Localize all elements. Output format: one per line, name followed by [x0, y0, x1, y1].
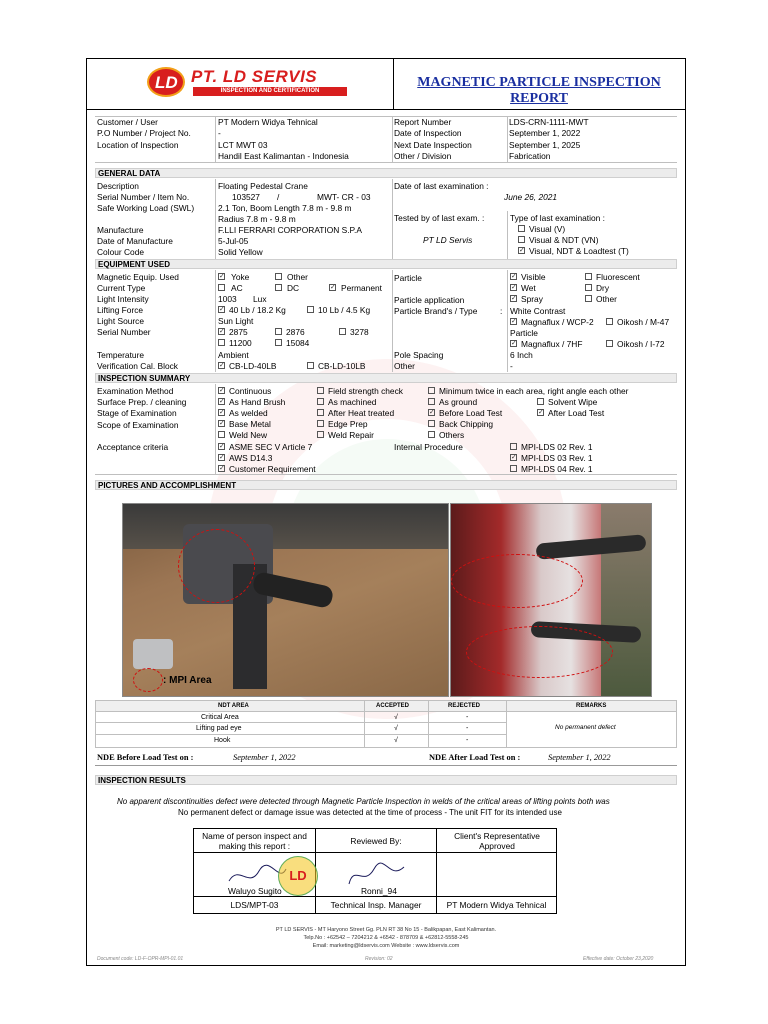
tested-by: PT LD Servis [423, 235, 473, 245]
last-exam-date: June 26, 2021 [504, 192, 558, 202]
serial-number: 103527 [232, 192, 260, 202]
photo-hook [450, 503, 652, 697]
inspector-heading: Name of person inspect and making this report : [202, 831, 307, 851]
signature-table [193, 828, 557, 914]
section-inspection-summary: INSPECTION SUMMARY [95, 373, 677, 383]
manufacture: F.LLI FERRARI CORPORATION S.P.A [218, 225, 362, 235]
company-name: PT. LD SERVIS [191, 67, 318, 86]
colour-label: Colour Code [97, 247, 145, 257]
last-exam-label: Date of last examination : [394, 181, 489, 191]
division: Fabrication [509, 151, 551, 161]
col-accepted: ACCEPTED [376, 703, 410, 709]
mpi-area-marker-1 [178, 529, 255, 603]
col-ndt-area: NDT AREA [218, 703, 249, 709]
date-manufacture-label: Date of Manufacture [97, 236, 173, 246]
type-last-label: Type of last examination : [510, 213, 605, 223]
mpi-legend: : MPI Area [163, 675, 212, 686]
checkbox-7hf: ✓ [511, 340, 517, 347]
location-value-1: LCT MWT 03 [218, 140, 268, 150]
table-row: Critical Area [201, 714, 239, 721]
checkbox-15084 [275, 339, 282, 346]
checkbox-lf-40: ✓ [219, 306, 225, 313]
checkbox-spray: ✓ [511, 295, 517, 302]
customer-label: Customer / User [97, 117, 158, 127]
section-inspection-results: INSPECTION RESULTS [95, 775, 677, 785]
company-logo [147, 67, 397, 99]
table-row: Lifting pad eye [196, 725, 242, 732]
remarks: No permanent defect [555, 724, 616, 731]
inspection-date-label: Date of Inspection [394, 128, 462, 138]
company-stamp: LD [278, 856, 318, 896]
company-tagline: INSPECTION AND CERTIFICATION [193, 87, 347, 96]
next-date-label: Next Date Inspection [394, 140, 472, 150]
checkbox-fluorescent [585, 273, 592, 280]
checkbox-app-other [585, 295, 592, 302]
checkbox-wet: ✓ [511, 284, 517, 291]
table-row: Hook [214, 737, 231, 744]
swl-label: Safe Working Load (SWL) [97, 203, 195, 213]
checkbox-ac [218, 284, 225, 291]
footer-email: Email: marketing@ldservis.com Website : www.ldservis.com [312, 943, 460, 949]
nde-after-date: September 1, 2022 [548, 753, 611, 762]
checkbox-equip-other [275, 273, 282, 280]
nde-before-date: September 1, 2022 [233, 753, 296, 762]
checkbox-i72 [606, 340, 613, 347]
reviewer-name: Ronni_94 [361, 886, 397, 896]
date-manufacture: 5-Jul-05 [218, 236, 249, 246]
checkbox-visual [518, 225, 525, 232]
report-number: LDS-CRN-1111-MWT [509, 117, 589, 127]
client-name: PT Modern Widya Tehnical [446, 900, 547, 910]
light-intensity: 1003 [218, 294, 237, 304]
footer-phone: Telp.No : +62542 – 7204212 & +6542 - 878709 & +62812-5558-245 [303, 935, 469, 941]
division-label: Other / Division [394, 151, 452, 161]
checkbox-3278 [339, 328, 346, 335]
checkbox-visual-ndt [518, 236, 525, 243]
ndt-table: NDT AREA ACCEPTED REJECTED REMARKS Critical Area √ - Lifting pad eye √ - Hook √ - No permanent defect [95, 700, 677, 748]
inspector-id: LDS/MPT-03 [230, 900, 279, 910]
checkbox-dc [275, 284, 282, 291]
serial-label: Serial Number / Item No. [97, 192, 190, 202]
nde-before-label: NDE Before Load Test on : [97, 753, 194, 762]
reviewer-heading: Reviewed By: [350, 836, 402, 846]
checkbox-yoke: ✓ [219, 273, 225, 280]
light-source: Sun Light [218, 316, 254, 326]
logo-mark: LD [147, 67, 185, 97]
po-label: P.O Number / Project No. [97, 128, 191, 138]
pole-spacing: 6 Inch [510, 350, 533, 360]
temperature: Ambient [218, 350, 249, 360]
checkbox-visible: ✓ [511, 273, 517, 280]
col-remarks: REMARKS [576, 703, 607, 709]
report-page: LD PT. LD SERVIS INSPECTION AND CERTIFICATION MAGNETIC PARTICLE INSPECTION REPORT Customer / User PT Modern Widya Tehnical P.O Number / Project No. - Location of Inspection LCT MWT 03 Handil East Kalimantan - Indonesia Report Number LDS-CRN-1111-MWT Date of Inspection September 1, 2022 Next Date Inspection September 1, 2025 Other / Division Fabrication GENERAL DATA Description Floating Pedestal Crane Serial Number / Item No. 103527 / MWT- CR - 03 Safe Working Load (SWL) 2.1 Ton, Boom Length 7.8 m - 9.8 m Radius 7.8 m - 9.8 m Manufacture F.LLI FERRARI CORPORATION S.P.A Date of Manufacture 5-Jul-05 Colour Code Solid Yellow Date of last examination : June 26, 2021 Tested by of last exam. : PT LD Servis Type of last examination : Visual (V) Visual & NDT (VN) ✓ Visual, NDT & Loadtest (T) EQUIPMENT USED Magnetic Equip. Used ✓ Yoke Other Current Type AC DC ✓ Permanent Light Intensity 1003 Lux Lifting Force ✓ 40 Lb / 18.2 Kg 10 Lb / 4.5 Kg Light Source Sun Light Serial Number ✓ 2875 2876 3278 11200 15084 Temperature Ambient Verification Cal. Block ✓ CB-LD-40LB CB-LD-10LB Particle ✓ Visible Fluorescent ✓ Wet Dry Particle application ✓ Spray Other Particle Brand's / Type : White Contrast ✓ Magnaflux / WCP-2 Oikosh / M-47 Particle ✓ Magnaflux / 7HF Oikosh / I-72 Pole Spacing 6 Inch Other - INSPECTION SUMMARY Examination Method ✓ Continuous Field strength check Minimum twice in each area, right angle each other Surface Prep. / cleaning ✓ As Hand Brush As machined As ground Solvent Wipe Stage of Examination ✓ As welded After Heat treated ✓ Before Load Test ✓ After Load Test Scope of Examination ✓ Base Metal Edge Prep Back Chipping Weld New Weld Repair Others Acceptance criteria ✓ ASME SEC V Article 7 ✓ AWS D14.3 ✓ Customer Requirement Internal Procedure MPI-LDS 02 Rev. 1 ✓ MPI-LDS 03 Rev. 1 MPI-LDS 04 Rev. 1 PICTURES AND ACCOMPLISHMENT : MPI Area NDT AREA ACCEPTED REJECTED REMARKS Critical Area √ - Lifting pad eye √ - Hook √ - No permanent defect NDE Before Load Test on : September 1, 2022 NDE After Load Test on : September 1, 2022 INSPECTION RESULTS No apparent discontinuities defect were detected through Magnetic Particle Inspection in welds of the critical areas of lifting points both was No permanent defect or damage issue was detected at the time of process - The unit FIT for its intended use Name of person inspect and making this report : Reviewed By: Client's Representative Approved LD Waluyo Sugito Ronni_94 LDS/MPT-03 Technical Insp. Manager PT Modern Widya Tehnical PT LD SERVIS - MT Haryono Street Gg. PLN RT 38 No 15 - Balikpapan, East Kalimantan. Telp.No : +62542 – 7204212 & +6542 - 878709 & +62812-5558-245 Email: marketing@ldservis.com Website : www.ldservis.com Document code: LD-F-OPR-MPI-01.01 Revision: 02 Effective date: October 23,2020 [86, 58, 686, 966]
location-value-2: Handil East Kalimantan - Indonesia [218, 151, 349, 161]
mpi-area-marker-3 [466, 626, 613, 678]
location-label: Location of Inspection [97, 140, 179, 150]
report-title: MAGNETIC PARTICLE INSPECTION REPORT [417, 75, 661, 106]
footer-address: PT LD SERVIS - MT Haryono Street Gg. PLN RT 38 No 15 - Balikpapan, East Kalimantan. [275, 927, 497, 933]
effective-date: Effective date: October 23,2020 [583, 956, 654, 962]
manufacture-label: Manufacture [97, 225, 144, 235]
checkbox-m47 [606, 318, 613, 325]
item-number: MWT- CR - 03 [317, 192, 371, 202]
legend-marker [133, 668, 163, 692]
tested-by-label: Tested by of last exam. : [394, 213, 485, 223]
checkbox-2875: ✓ [219, 328, 225, 335]
checkbox-cb40: ✓ [219, 362, 225, 369]
client-heading: Client's Representative Approved [454, 831, 540, 851]
checkbox-lf-10 [307, 306, 314, 313]
description: Floating Pedestal Crane [218, 181, 308, 191]
section-pictures: PICTURES AND ACCOMPLISHMENT [95, 480, 677, 490]
checkbox-2876 [275, 328, 282, 335]
colour: Solid Yellow [218, 247, 263, 257]
customer-value: PT Modern Widya Tehnical [218, 117, 318, 127]
section-general-data: GENERAL DATA [95, 168, 677, 178]
report-header [87, 59, 685, 110]
checkbox-visual-ndt-load: ✓ [519, 247, 525, 254]
result-line-2: No permanent defect or damage issue was detected at the time of process - The unit FIT for its intended use [178, 808, 562, 817]
checkbox-cb10 [307, 362, 314, 369]
col-rejected: REJECTED [448, 703, 481, 709]
next-date: September 1, 2025 [509, 140, 581, 150]
revision: Revision: 02 [365, 956, 393, 962]
mpi-area-marker-2 [451, 554, 583, 608]
checkbox-dry [585, 284, 592, 291]
nde-after-label: NDE After Load Test on : [429, 753, 521, 762]
photo-pad-eye [122, 503, 449, 697]
description-label: Description [97, 181, 139, 191]
checkbox-wcp2: ✓ [511, 318, 517, 325]
reviewer-title: Technical Insp. Manager [330, 900, 422, 910]
checkbox-permanent: ✓ [330, 284, 336, 291]
inspection-date: September 1, 2022 [509, 128, 581, 138]
swl-1: 2.1 Ton, Boom Length 7.8 m - 9.8 m [218, 203, 352, 213]
doc-code: Document code: LD-F-OPR-MPI-01.01 [97, 956, 184, 962]
section-equipment: EQUIPMENT USED [95, 259, 677, 269]
result-line-1: No apparent discontinuities defect were detected through Magnetic Particle Inspection in welds of the critical areas of lifting points both was [117, 797, 610, 806]
checkbox-11200 [218, 339, 225, 346]
report-number-label: Report Number [394, 117, 452, 127]
inspector-name: Waluyo Sugito [228, 886, 282, 896]
swl-2: Radius 7.8 m - 9.8 m [218, 214, 296, 224]
po-value: - [218, 128, 221, 138]
